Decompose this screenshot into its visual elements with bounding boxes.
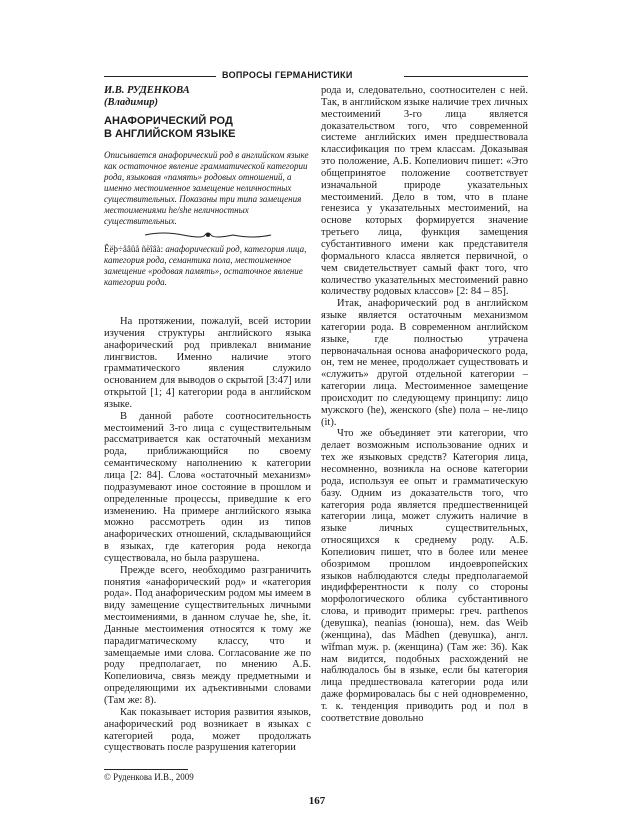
paragraph: На протяжении, пожалуй, всей истории изучения структуры английского языка анафорический род привлекал внимание лингвистов. Именно наличие этого грамматического явления служило основанием для выводов о скрытой [3:47] или открытой [1; 4] категории рода в английском языке. xyxy=(104,316,311,410)
copyright-footnote: © Руденкова И.В., 2009 xyxy=(104,772,194,782)
keywords xyxy=(104,244,311,288)
ornament-divider xyxy=(104,230,311,240)
paragraph: Что же объединяет эти категории, что делает возможным использование одних и тех же языковых средств? Категория лица, несомненно, возникла на основе категории рода, используя ее опыт и грамматическую базу. Одним из доказательств того, что категория рода является предшественницей категории лица, может служить наличие в языке личных существительных, относящихся к среднему роду. А.Б. Копелиович пишет, что в более или менее обозримом прошлом индоевропейских языков наблюдаются следы предполагаемой индифферентности к полу со стороны морфологического облика субстантивного слова, и приводит примеры: греч. parthenos (девушка), neanias (юноша), нем. das Weib (женщина), das Mädhen (девушка), англ. wīfman муж. р. (женщина) (Там же: 36). Как нам видится, подобных расхождений не наблюдалось бы в языке, если бы категория лица предшествовала категории рода или даже формировалась бы с ней одновременно, т. к. тенденция приводить род и пол в соответствие довольно xyxy=(321,428,528,724)
left-body xyxy=(104,316,311,754)
keywords-label: Êëþ÷åâûå ñëîâà: xyxy=(104,244,164,254)
left-column xyxy=(104,85,311,754)
paragraph: рода и, следовательно, соотносителен с ней. Так, в английском языке наличие трех личных местоимений 3-го лица является доказательством того, что современной системе английских имен предшествовала классификация по трем классам. Доказывая это положение, А.Б. Копелиович пишет: «Это общепринятое положение соответствует изначальной природе указательных местоимений. Дело в том, что в плане генезиса у указательных местоимений, на основе которых формируется значение третьего лица, функция замещения субстантивного имени как представителя формального класса является первичной, о чем свидетельствует самый факт того, что количество указательных местоимений равно количеству родовых классов» [2: 84 – 85]. xyxy=(321,85,528,298)
section-header: ВОПРОСЫ ГЕРМАНИСТИКИ xyxy=(222,70,353,80)
keywords-text: анафорический род, категория лица, категория рода, семантика пола, местоименное замещение «родовая память», остаточное явление категории рода. xyxy=(104,244,307,287)
page-number: 167 xyxy=(308,795,326,807)
abstract: Описывается анафорический род в английском языке как остаточное явление грамматической категории рода, языковая «память» родовых отношений, а именно местоименное замещение неличностных существительных. Показаны три типа замещения местоимениями he/she неличностных существительных. xyxy=(104,150,309,226)
running-header xyxy=(104,70,528,84)
paragraph: Как показывает история развития языков, анафорический род возникает в языках с категорией рода, может продолжать существовать после разрушения категории xyxy=(104,706,311,754)
paragraph: Прежде всего, необходимо разграничить понятия «анафорический род» и «категория рода». Под анафорическим родом мы имеем в виду замещение существительных личными местоимениями, в данном случае he, she, it. Данные местоимения относятся к тому же парадигматическому классу, что и замещаемые ими слова. Согласование же по роду предполагает, по мнению А.Б. Копелиовича, связь между предметными и определяющими их адъективными словами (Там же: 8). xyxy=(104,564,311,706)
article-title xyxy=(104,115,311,140)
author-name: И.В. РУДЕНКОВА xyxy=(104,85,190,96)
paragraph: В данной работе соотносительность местоимений 3-го лица с существительным рассматривается как остаточный механизм рода, приближающийся по своему семантическому наполнению к категории лица [2: 84]. Слова «остаточный механизм» подразумевают иное состояние в прошлом и определенные процессы, приведшие к его изменению. На примере английского языка можно рассмотреть один из типов анафорических отношений, складывающийся в языках, где категория рода некогда существовала, но была разрушена. xyxy=(104,410,311,564)
author-block xyxy=(104,85,311,109)
author-city: (Владимир) xyxy=(104,97,158,108)
title-line-2: В АНГЛИЙСКОМ ЯЗЫКЕ xyxy=(104,127,236,140)
right-column xyxy=(321,85,528,725)
footnote-rule xyxy=(104,769,188,770)
paragraph: Итак, анафорический род в английском языке является остаточным механизмом категории рода. В современном английском языке, где полностью утрачена первоначальная основа анафорического рода, он, тем не менее, продолжает существовать и «служить» другой отдельной категории – категории лица. Местоименное замещение происходит по следующему принципу: лицо мужского (he), женского (she) пола – не-лицо (it). xyxy=(321,298,528,428)
header-rule-right xyxy=(404,76,528,77)
ornament-icon xyxy=(143,230,273,240)
title-line-1: АНАФОРИЧЕСКИЙ РОД xyxy=(104,115,233,127)
header-rule-left xyxy=(104,76,216,77)
